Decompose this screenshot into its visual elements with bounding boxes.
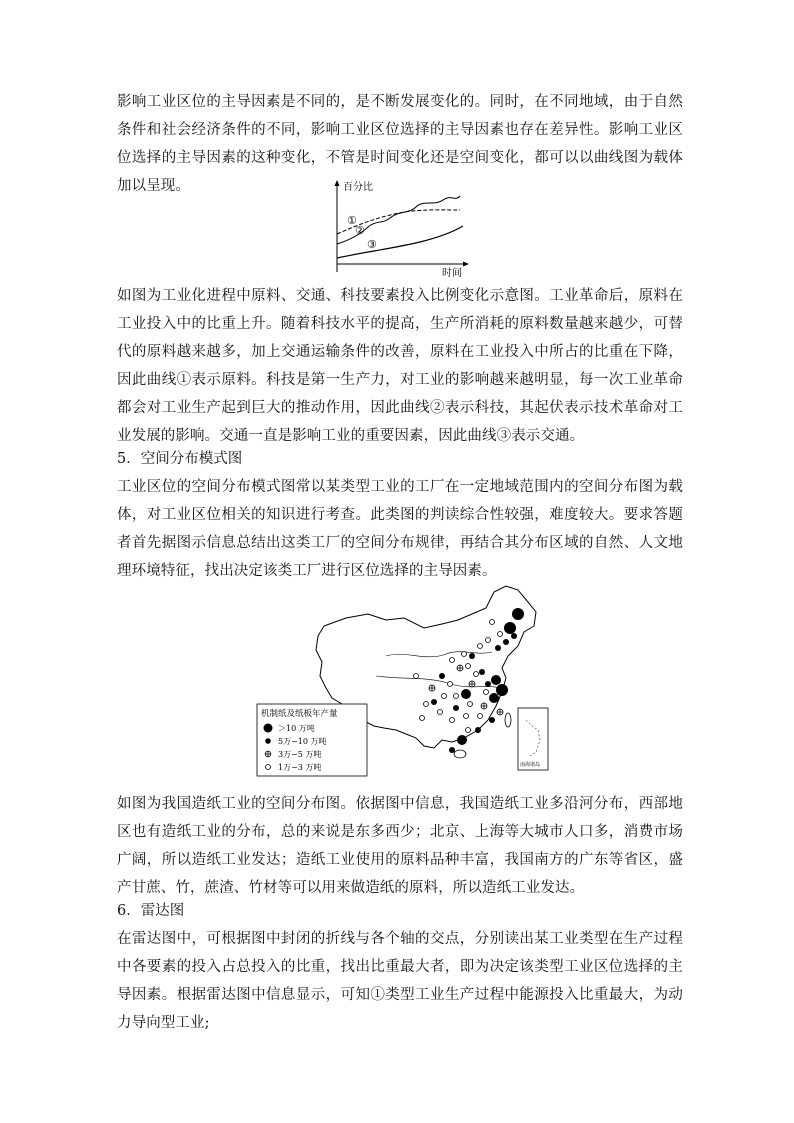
y-axis-arrow: [335, 180, 340, 186]
site-medium: [495, 645, 501, 651]
legend-open-circle: [266, 765, 271, 770]
paper-industry-map: [256, 580, 556, 780]
site-small: [442, 694, 447, 699]
legend-medium-dot: [265, 738, 271, 744]
legend-label-large: ＞10 万吨: [278, 724, 315, 733]
site-small: [464, 714, 469, 719]
site-small: [468, 702, 473, 707]
site-small: [484, 690, 489, 695]
site-large: [461, 689, 471, 699]
site-large: [512, 608, 524, 620]
section-heading-6: 6．雷达图: [117, 903, 185, 919]
site-medium: [479, 669, 485, 675]
paragraph-intro: 影响工业区位的主导因素是不同的，是不断发展变化的。同时，在不同地域，由于自然条件和社会经济条件的不同，影响工业区位选择的主导因素也存在差异性。影响工业区位选择的主导因素的这种变化，不管是时间变化还是空间变化，都可以以曲线图为载体加以呈现。: [117, 94, 683, 194]
site-medium: [475, 727, 481, 733]
site-medium: [485, 681, 491, 687]
site-medium: [489, 717, 495, 723]
legend-label-cross: 3万~5 万吨: [278, 750, 322, 759]
site-large: [491, 675, 501, 685]
hainan-island: [454, 750, 466, 758]
paragraph-line-chart-explanation: 如图为工业化进程中原料、交通、科技要素投入比例变化示意图。工业革命后，原料在工业投入中的比重上升。随着科技水平的提高，生产所消耗的原料数量越来越少，可替代的原料越来越多，加上交通运输条件的改善，原料在工业投入中所占的比重在下降，因此曲线①表示原料。科技是第一生产力，对工业的影响越来越明显，每一次工业革命都会对工业生产起到巨大的推动作用，因此曲线②表示科技，其起伏表示技术革命对工业发展的影响。交通一直是影响工业的重要因素，因此曲线③表示交通。: [117, 288, 683, 444]
site-small: [478, 644, 483, 649]
site-large: [504, 622, 516, 634]
site-medium: [503, 639, 509, 645]
curve-label-1: ①: [347, 214, 357, 227]
taiwan-island: [505, 713, 511, 727]
site-small: [462, 652, 467, 657]
curve-label-3: ③: [367, 238, 377, 251]
south-china-sea-inset: [518, 708, 548, 770]
site-medium: [449, 747, 455, 753]
curve-label-2: ②: [355, 224, 365, 237]
paragraph-spatial-pattern: 工业区位的空间分布模式图常以某类型工业的工厂在一定地域范围内的空间分布图为载体，对工业区位相关的知识进行考查。此类图的判读综合性较强，难度较大。要求答题者首先据图示信息总结出这类工厂的空间分布规律，再结合其分布区域的自然、人文地理环境特征，找出决定该类工厂进行区位选择的主导因素。: [117, 479, 683, 579]
site-medium: [453, 705, 459, 711]
paragraph-map-explanation: 如图为我国造纸工业的空间分布图。依据图中信息，我国造纸工业多沿河分布，西部地区也有造纸工业的分布，总的来说是东多西少；北京、上海等大城市人口多，消费市场广阔，所以造纸工业发达；造纸工业使用的原料品种丰富，我国南方的广东等省区，盛产甘蔗、竹，蔗渣、竹材等可以用来做造纸的原料，所以造纸工业发达。: [117, 796, 683, 896]
site-small: [450, 718, 455, 723]
site-medium: [469, 653, 475, 659]
site-small: [466, 728, 471, 733]
site-medium: [511, 633, 517, 639]
map-legend: [257, 704, 367, 776]
site-small: [414, 674, 419, 679]
inset-label: 南海诸岛: [520, 762, 541, 768]
site-small: [490, 620, 495, 625]
site-small: [448, 682, 453, 687]
site-small: [486, 638, 491, 643]
site-large: [457, 735, 467, 745]
legend-label-medium: 5万~10 万吨: [278, 737, 327, 746]
site-large: [489, 693, 499, 703]
site-small: [498, 632, 503, 637]
site-small: [450, 658, 455, 663]
site-small: [424, 702, 429, 707]
site-small: [478, 714, 483, 719]
y-axis-label: 百分比: [343, 182, 373, 193]
section-heading-5: 5．空间分布模式图: [117, 451, 243, 467]
china-map-svg: [256, 580, 556, 780]
site-small: [454, 694, 459, 699]
site-large: [496, 684, 508, 696]
site-medium: [439, 673, 445, 679]
x-axis-arrow: [463, 262, 469, 267]
legend-title: 机制纸及纸板年产量: [261, 709, 338, 719]
factor-line-chart: [325, 176, 475, 278]
site-small: [438, 710, 443, 715]
site-small: [474, 672, 479, 677]
line-chart-svg: [325, 176, 475, 278]
legend-label-small: 1万~3 万吨: [278, 763, 322, 772]
site-small: [420, 716, 425, 721]
x-axis-label: 时间: [442, 268, 462, 278]
site-medium: [431, 699, 437, 705]
site-small: [466, 664, 471, 669]
legend-large-dot: [264, 724, 273, 733]
paragraph-radar-chart: 在雷达图中，可根据图中封闭的折线与各个轴的交点，分别读出某工业类型在生产过程中各要素的投入占总投入的比重，找出比重最大者，即为决定该类型工业区位选择的主导因素。根据雷达图中信息显示，可知①类型工业生产过程中能源投入比重最大，为动力导向型工业;: [117, 931, 683, 1031]
